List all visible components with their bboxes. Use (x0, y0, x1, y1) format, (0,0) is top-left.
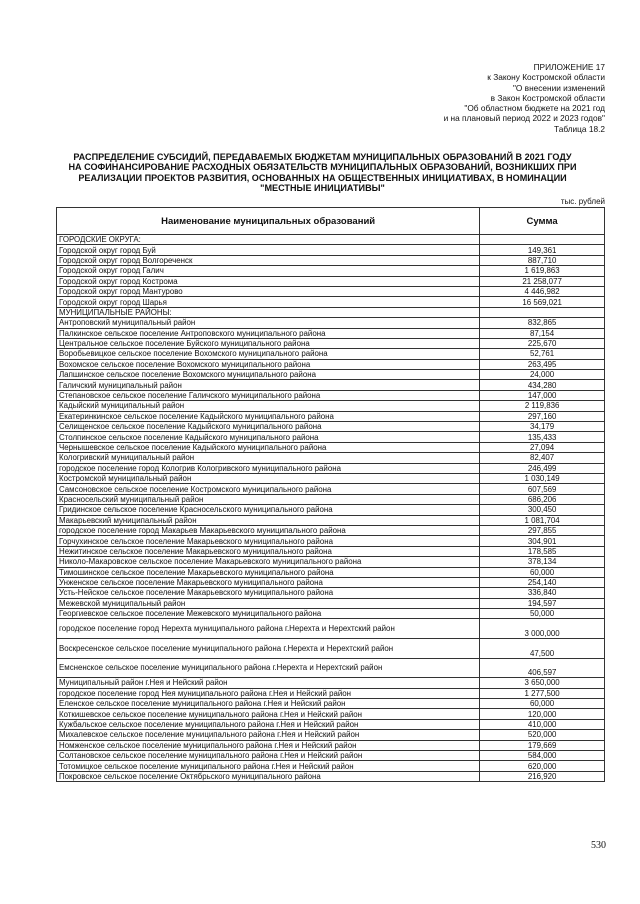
table-row (57, 463, 605, 473)
table-row (57, 577, 605, 587)
sum-cell: 254,140 (480, 577, 605, 587)
sum-cell: 87,154 (480, 328, 605, 338)
sum-cell: 607,569 (480, 484, 605, 494)
table-row (57, 401, 605, 411)
table-row (57, 235, 605, 245)
municipality-name-cell: Екатеринкинское сельское поселение Кадыйского муниципального района (57, 411, 480, 421)
table-row (57, 619, 605, 639)
table-row (57, 338, 605, 348)
sum-cell: 27,094 (480, 442, 605, 452)
table-row (57, 750, 605, 760)
sum-cell: 304,901 (480, 536, 605, 546)
table-row (57, 678, 605, 688)
table-row (57, 297, 605, 307)
table-row (57, 307, 605, 317)
table-row (57, 699, 605, 709)
title-line: РАСПРЕДЕЛЕНИЕ СУБСИДИЙ, ПЕРЕДАВАЕМЫХ БЮДЖЕТАМ МУНИЦИПАЛЬНЫХ ОБРАЗОВАНИЙ В 2021 ГОДУ (73, 152, 572, 162)
municipality-name-cell: городское поселение город Макарьев Макарьевского муниципального района (57, 525, 480, 535)
sum-cell: 246,499 (480, 463, 605, 473)
table-row (57, 473, 605, 483)
municipality-name-cell: ГОРОДСКИЕ ОКРУГА: (57, 235, 480, 245)
table-row (57, 422, 605, 432)
municipality-name-cell: Воробьевицкое сельское поселение Вохомского муниципального района (57, 349, 480, 359)
municipality-name-cell: Межевской муниципальный район (57, 598, 480, 608)
sum-cell: 149,361 (480, 245, 605, 255)
sum-cell: 434,280 (480, 380, 605, 390)
sum-cell: 406,597 (480, 658, 605, 678)
municipality-name-cell: Номженское сельское поселение муниципального района г.Нея и Нейский район (57, 740, 480, 750)
municipality-name-cell: Городской округ город Волгореченск (57, 255, 480, 265)
page-number: 530 (591, 840, 606, 851)
municipality-name-cell: Кологривский муниципальный район (57, 453, 480, 463)
sum-cell: 225,670 (480, 338, 605, 348)
municipality-name-cell: Кужбальское сельское поселение муниципального района г.Нея и Нейский район (57, 719, 480, 729)
column-header-name: Наименование муниципальных образований (57, 208, 480, 235)
table-row (57, 380, 605, 390)
sum-cell: 263,495 (480, 359, 605, 369)
sum-cell: 60,000 (480, 567, 605, 577)
table-row (57, 505, 605, 515)
sum-cell: 60,000 (480, 699, 605, 709)
title-line: "МЕСТНЫЕ ИНИЦИАТИВЫ" (260, 183, 385, 194)
table-row (57, 255, 605, 265)
municipality-name-cell: Городской округ город Буй (57, 245, 480, 255)
table-row (57, 639, 605, 659)
table-row (57, 688, 605, 698)
municipality-name-cell: Костромской муниципальный район (57, 473, 480, 483)
municipality-name-cell: Центральное сельское поселение Буйского муниципального района (57, 338, 480, 348)
table-row (57, 484, 605, 494)
table-row (57, 609, 605, 619)
table-row (57, 709, 605, 719)
table-row (57, 432, 605, 442)
municipality-name-cell: Гридинское сельское поселение Красносельского муниципального района (57, 505, 480, 515)
municipality-name-cell: Николо-Макаровское сельское поселение Макарьевского муниципального района (57, 557, 480, 567)
sum-cell: 297,855 (480, 525, 605, 535)
sum-cell: 887,710 (480, 255, 605, 265)
table-row (57, 557, 605, 567)
municipality-name-cell: городское поселение город Кологрив Кологривского муниципального района (57, 463, 480, 473)
sum-cell: 178,585 (480, 546, 605, 556)
municipality-name-cell: Муниципальный район г.Нея и Нейский район (57, 678, 480, 688)
municipality-name-cell: Вохомское сельское поселение Вохомского муниципального района (57, 359, 480, 369)
municipality-name-cell: Селищенское сельское поселение Кадыйского муниципального района (57, 422, 480, 432)
sum-cell (480, 235, 605, 245)
sum-cell: 120,000 (480, 709, 605, 719)
municipality-name-cell: Воскресенское сельское поселение муниципального района г.Нерехта и Нерехтский район (57, 639, 480, 659)
table-row (57, 390, 605, 400)
sum-cell: 147,000 (480, 390, 605, 400)
table-body (57, 235, 605, 782)
sum-cell: 336,840 (480, 588, 605, 598)
sum-cell: 1 277,500 (480, 688, 605, 698)
municipality-name-cell: городское поселение город Нерехта муниципального района г.Нерехта и Нерехтский район (57, 619, 480, 639)
subsidy-table (56, 207, 605, 782)
municipality-name-cell: Тотомицкое сельское поселение муниципального района г.Нея и Нейский район (57, 761, 480, 771)
document-header (444, 62, 605, 134)
sum-cell: 16 569,021 (480, 297, 605, 307)
sum-cell: 4 446,982 (480, 286, 605, 296)
municipality-name-cell: Михалевское сельское поселение муниципального района г.Нея и Нейский район (57, 730, 480, 740)
municipality-name-cell: Городской округ город Мантурово (57, 286, 480, 296)
sum-cell: 179,669 (480, 740, 605, 750)
sum-cell: 1 619,863 (480, 266, 605, 276)
municipality-name-cell: Горчухинское сельское поселение Макарьевского муниципального района (57, 536, 480, 546)
sum-cell: 82,407 (480, 453, 605, 463)
table-row (57, 536, 605, 546)
municipality-name-cell: Покровское сельское поселение Октябрьского муниципального района (57, 771, 480, 781)
table-row (57, 546, 605, 556)
sum-cell: 300,450 (480, 505, 605, 515)
header-line: "О внесении изменений (512, 82, 605, 93)
table-row (57, 761, 605, 771)
sum-cell: 620,000 (480, 761, 605, 771)
municipality-name-cell: Столпинское сельское поселение Кадыйского муниципального района (57, 432, 480, 442)
sum-cell: 2 119,836 (480, 401, 605, 411)
table-row (57, 588, 605, 598)
municipality-name-cell: Городской округ город Галич (57, 266, 480, 276)
units-label: тыс. рублей (560, 197, 605, 206)
table-number: Таблица 18.2 (554, 123, 605, 134)
municipality-name-cell: городское поселение город Нея муниципального района г.Нея и Нейский район (57, 688, 480, 698)
municipality-name-cell: Галичский муниципальный район (57, 380, 480, 390)
municipality-name-cell: Самсоновское сельское поселение Костромского муниципального района (57, 484, 480, 494)
table-row (57, 245, 605, 255)
sum-cell: 21 258,077 (480, 276, 605, 286)
header-line: "Об областном бюджете на 2021 год (464, 103, 605, 114)
sum-cell: 24,000 (480, 370, 605, 380)
sum-cell: 1 030,149 (480, 473, 605, 483)
municipality-name-cell: Солтановское сельское поселение муниципального района г.Нея и Нейский район (57, 750, 480, 760)
municipality-name-cell: Городской округ город Кострома (57, 276, 480, 286)
sum-cell: 216,920 (480, 771, 605, 781)
municipality-name-cell: Макарьевский муниципальный район (57, 515, 480, 525)
sum-cell: 3 650,000 (480, 678, 605, 688)
table-row (57, 318, 605, 328)
header-line: к Закону Костромской области (487, 72, 605, 83)
appendix-label: ПРИЛОЖЕНИЕ 17 (533, 62, 605, 72)
column-header-sum: Сумма (480, 208, 605, 235)
document-title (40, 152, 605, 194)
sum-cell: 50,000 (480, 609, 605, 619)
municipality-name-cell: Нежитинское сельское поселение Макарьевского муниципального района (57, 546, 480, 556)
table-row (57, 286, 605, 296)
municipality-name-cell: Унженское сельское поселение Макарьевского муниципального района (57, 577, 480, 587)
municipality-name-cell: Степановское сельское поселение Галичского муниципального района (57, 390, 480, 400)
table-row (57, 719, 605, 729)
table-row (57, 525, 605, 535)
table-row (57, 349, 605, 359)
table-row (57, 266, 605, 276)
municipality-name-cell: Тимошинское сельское поселение Макарьевского муниципального района (57, 567, 480, 577)
sum-cell: 52,761 (480, 349, 605, 359)
sum-cell: 1 081,704 (480, 515, 605, 525)
table-row (57, 515, 605, 525)
table-row (57, 598, 605, 608)
municipality-name-cell: Чернышевское сельское поселение Кадыйского муниципального района (57, 442, 480, 452)
table-row (57, 453, 605, 463)
sum-cell: 135,433 (480, 432, 605, 442)
municipality-name-cell: Еленское сельское поселение муниципального района г.Нея и Нейский район (57, 699, 480, 709)
table-row (57, 370, 605, 380)
table-row (57, 328, 605, 338)
sum-cell: 378,134 (480, 557, 605, 567)
municipality-name-cell: Красносельский муниципальный район (57, 494, 480, 504)
municipality-name-cell: Городской округ город Шарья (57, 297, 480, 307)
municipality-name-cell: Антроповский муниципальный район (57, 318, 480, 328)
table-row (57, 771, 605, 781)
sum-cell: 34,179 (480, 422, 605, 432)
sum-cell: 194,597 (480, 598, 605, 608)
municipality-name-cell: Усть-Нейское сельское поселение Макарьевского муниципального района (57, 588, 480, 598)
municipality-name-cell: Лапшинское сельское поселение Вохомского муниципального района (57, 370, 480, 380)
title-line: РЕАЛИЗАЦИИ ПРОЕКТОВ РАЗВИТИЯ, ОСНОВАННЫХ НА ОБЩЕСТВЕННЫХ ИНИЦИАТИВАХ, В НОМИНАЦИИ (78, 172, 567, 183)
table-row (57, 411, 605, 421)
municipality-name-cell: Емсненское сельское поселение муниципального района г.Нерехта и Нерехтский район (57, 658, 480, 678)
sum-cell: 520,000 (480, 730, 605, 740)
municipality-name-cell: Георгиевское сельское поселение Межевского муниципального района (57, 609, 480, 619)
table-row (57, 658, 605, 678)
municipality-name-cell: Коткишевское сельское поселение муниципального района г.Нея и Нейский район (57, 709, 480, 719)
title-line: НА СОФИНАНСИРОВАНИЕ РАСХОДНЫХ ОБЯЗАТЕЛЬСТВ МУНИЦИПАЛЬНЫХ ОБРАЗОВАНИЙ, ВОЗНИКШИХ ПРИ (68, 162, 577, 173)
municipality-name-cell: Кадыйский муниципальный район (57, 401, 480, 411)
municipality-name-cell: Палкинское сельское поселение Антроповского муниципального района (57, 328, 480, 338)
sum-cell: 410,000 (480, 719, 605, 729)
sum-cell: 47,500 (480, 639, 605, 659)
sum-cell (480, 307, 605, 317)
table-header-row (57, 208, 605, 235)
sum-cell: 3 000,000 (480, 619, 605, 639)
sum-cell: 297,160 (480, 411, 605, 421)
header-line: в Закон Костромской области (490, 92, 605, 103)
table-row (57, 359, 605, 369)
municipality-name-cell: МУНИЦИПАЛЬНЫЕ РАЙОНЫ: (57, 307, 480, 317)
sum-cell: 584,000 (480, 750, 605, 760)
sum-cell: 686,206 (480, 494, 605, 504)
header-line: и на плановый период 2022 и 2023 годов" (443, 113, 605, 124)
table-row (57, 442, 605, 452)
table-row (57, 567, 605, 577)
table-row (57, 740, 605, 750)
sum-cell: 832,865 (480, 318, 605, 328)
table-row (57, 494, 605, 504)
table-row (57, 730, 605, 740)
table-row (57, 276, 605, 286)
